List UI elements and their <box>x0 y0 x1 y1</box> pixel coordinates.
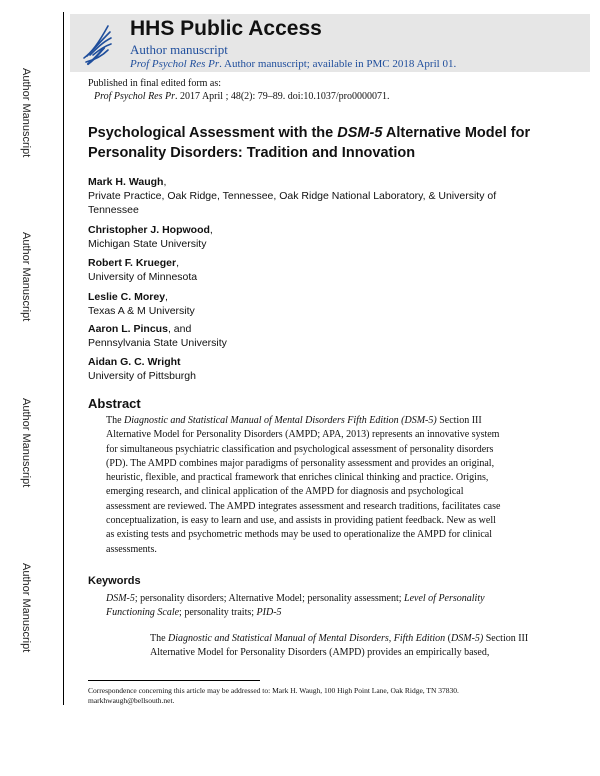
citation-details: . 2017 April ; 48(2): 79–89. doi:10.1037/pro0000071. <box>175 91 390 102</box>
author-affiliation: Private Practice, Oak Ridge, Tennessee, Oak Ridge National Laboratory, & University of Tennessee <box>88 190 497 216</box>
article-title-dsm: DSM-5 <box>337 125 383 141</box>
author-entry <box>88 290 528 318</box>
keyword-segment: ; personality traits; <box>179 606 257 618</box>
sidebar-label-1: Author Manuscript <box>20 68 32 158</box>
footnote-rule <box>88 680 260 681</box>
keywords-heading: Keywords <box>88 575 141 587</box>
author-suffix: , <box>176 257 180 269</box>
sidebar-label-4: Author Manuscript <box>20 563 32 653</box>
author-suffix: , <box>209 224 213 236</box>
sidebar-label-3: Author Manuscript <box>20 398 32 488</box>
author-suffix: , and <box>167 323 192 335</box>
author-entry <box>88 256 528 284</box>
author-name: Mark H. Waugh <box>88 176 164 188</box>
sidebar-label-2: Author Manuscript <box>20 232 32 322</box>
keywords-list <box>106 592 496 619</box>
author-name: Christopher J. Hopwood <box>88 224 210 236</box>
author-name: Aaron L. Pincus <box>88 323 168 335</box>
author-suffix: , <box>165 291 168 303</box>
author-entry <box>88 175 528 217</box>
abstract-body <box>106 414 504 557</box>
author-name: Aidan G. C. Wright <box>88 356 181 368</box>
published-label: Published in final edited form as: <box>88 78 222 89</box>
article-title-part1: Psychological Assessment with the <box>88 125 338 141</box>
author-entry <box>88 355 528 383</box>
keyword-dsm5: DSM-5 <box>106 593 135 604</box>
publication-info <box>88 77 389 103</box>
hhs-eagle-logo-icon <box>78 18 116 66</box>
author-affiliation: Michigan State University <box>88 238 207 250</box>
body-paren: ( <box>445 633 452 644</box>
footnote-correspondence: Correspondence concerning this article may be addressed to: Mark H. Waugh, 100 High Point Lane, Oak Ridge, TN 37830. <box>88 686 459 695</box>
journal-availability-text: . Author manuscript; available in PMC 2018 April 01. <box>219 58 457 70</box>
keyword-segment: ; personality disorders; Alternative Model; personality assessment; <box>134 593 405 604</box>
body-text: Section III Alternative Model for Personality Disorders (AMPD) provides an empirically based, <box>150 633 529 659</box>
author-manuscript-label: Author manuscript <box>130 42 228 57</box>
keyword-pid5: PID-5 <box>256 606 282 618</box>
footnote-email: markhwaugh@bellsouth.net. <box>88 696 175 705</box>
abstract-heading: Abstract <box>88 396 141 411</box>
body-intro-paragraph <box>150 632 532 661</box>
body-lead: The <box>150 633 169 644</box>
hhs-header <box>70 14 590 72</box>
body-manual-title: Diagnostic and Statistical Manual of Mental Disorders, Fifth Edition <box>168 633 446 644</box>
author-affiliation: Pennsylvania State University <box>88 337 227 349</box>
abstract-manual-title: Diagnostic and Statistical Manual of Mental Disorders Fifth Edition (DSM-5) <box>124 415 437 426</box>
author-affiliation: University of Pittsburgh <box>88 370 196 382</box>
citation-journal: Prof Psychol Res Pr <box>94 91 176 102</box>
author-entry <box>88 223 528 251</box>
author-affiliation: Texas A & M University <box>88 305 195 317</box>
footnote <box>88 686 508 706</box>
keyword-lpfs: Level of Personality Functioning Scale <box>106 593 485 618</box>
journal-availability <box>130 58 456 70</box>
abstract-text: Section III Alternative Model for Personality Disorders (AMPD; APA, 2013) represents an innovative system for simultaneous psychiatric classification and psychological assessment of personality disorders (PD). The AMPD combines major paradigms of personality assessment and provides an original, heuristic, flexible, and practical framework that enriches clinical thinking and practice. Origins, emerging research, and clinical application of the AMPD for diagnosis and psychological assessment are reviewed. The AMPD integrates assessment and research traditions, facilitates case conceptualization, is easy to learn and use, and assists in providing patient feedback. New as well as existing tests and psychometric methods may be used to operationalize the AMPD for clinical assessments. <box>106 415 501 555</box>
hhs-title: HHS Public Access <box>130 17 322 40</box>
author-name: Leslie C. Morey <box>88 291 166 303</box>
journal-abbrev: Prof Psychol Res Pr <box>130 58 220 70</box>
author-suffix: , <box>163 176 167 188</box>
author-affiliation: University of Minnesota <box>88 271 198 283</box>
author-entry <box>88 322 528 350</box>
body-dsm: DSM-5) <box>451 633 484 644</box>
author-name: Robert F. Krueger <box>88 257 177 269</box>
sidebar-rule <box>63 12 64 705</box>
abstract-lead: The <box>106 415 125 426</box>
citation <box>88 90 389 103</box>
article-title-part2: Alternative Model for Personality Disorders: Tradition and Innovation <box>88 125 531 161</box>
article-title <box>88 123 568 163</box>
